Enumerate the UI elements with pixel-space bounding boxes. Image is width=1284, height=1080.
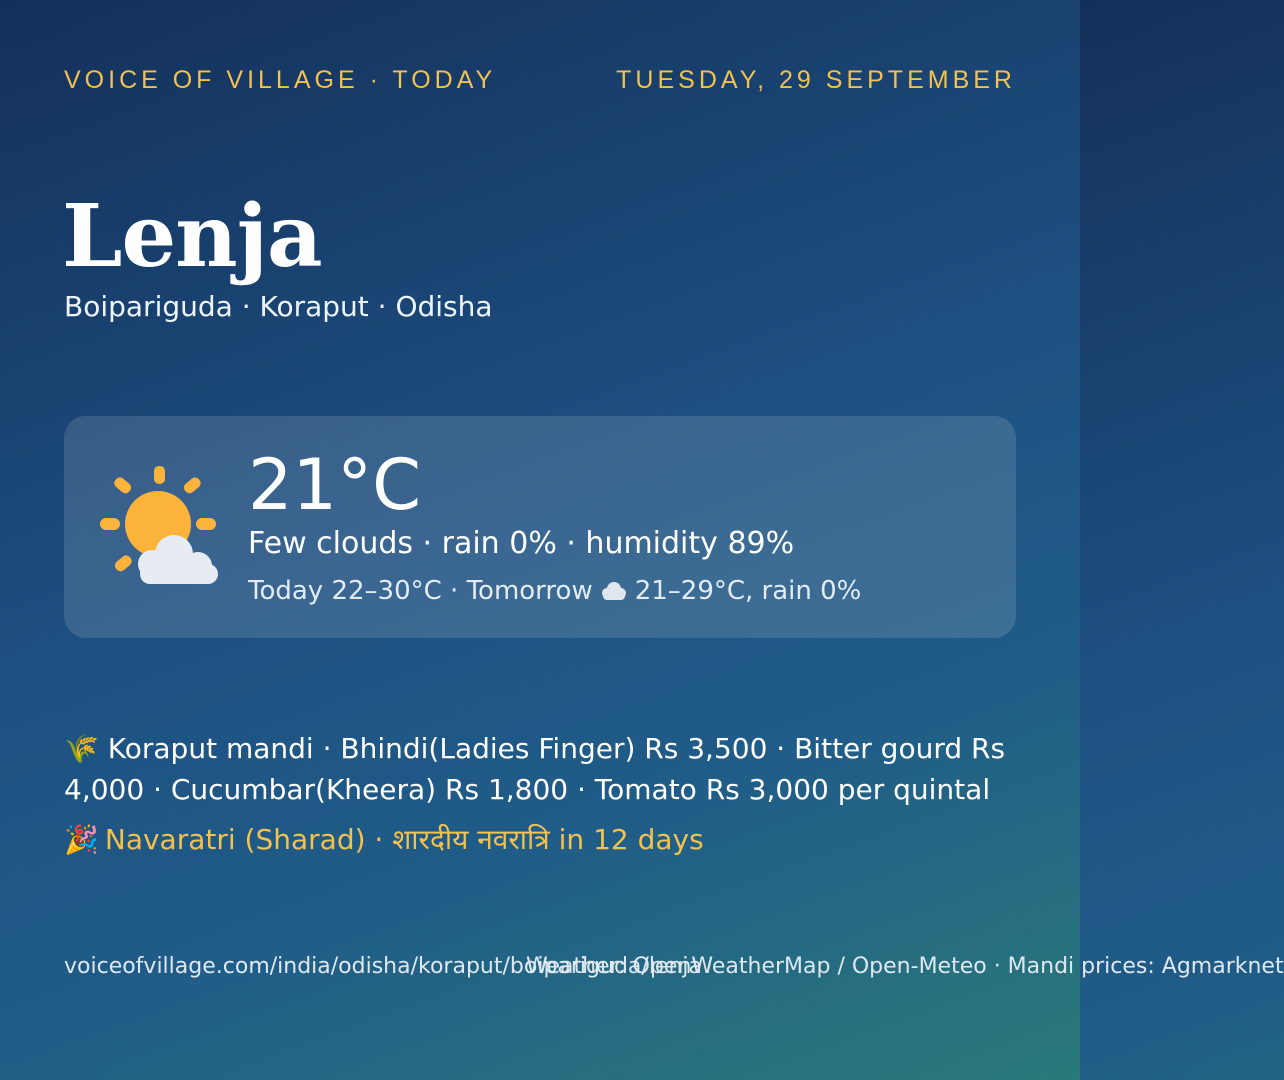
party-popper-icon: 🎉 (64, 822, 99, 856)
rice-sheaf-icon: 🌾 (64, 732, 99, 765)
village-name: Lenja (62, 186, 322, 287)
festival-countdown (64, 820, 704, 858)
footer (64, 954, 1284, 984)
mandi-text: Koraput mandi · Bhindi(Ladies Finger) Rs 3,500 · Bitter gourd Rs 4,000 · Cucumbar(Kheera) Rs 1,800 · Tomato Rs 3,000 per quintal (64, 732, 1006, 806)
location-subtitle: Boipariguda · Koraput · Odisha (64, 290, 493, 323)
forecast-line (248, 576, 861, 606)
brand-label: VOICE OF VILLAGE · TODAY (64, 66, 497, 94)
sun-behind-cloud-icon (98, 464, 228, 594)
weather-conditions: Few clouds · rain 0% · humidity 89% (248, 526, 795, 561)
today-range: Today 22–30°C · Tomorrow (248, 576, 593, 606)
data-source: Weather: OpenWeatherMap / Open-Meteo · Mandi prices: Agmarknet (526, 954, 1284, 979)
header-bar (64, 66, 1016, 95)
current-temperature: 21°C (248, 444, 421, 526)
tomorrow-detail: 21–29°C, rain 0% (634, 576, 862, 606)
festival-text: Navaratri (Sharad) · शारदीय नवरात्रि in 12 days (104, 823, 704, 856)
page-url[interactable]: voiceofvillage.com/india/odisha/koraput/boipariguda/lenja (64, 954, 702, 979)
weather-card (64, 416, 1016, 638)
mandi-prices (64, 728, 1014, 810)
cloud-icon (599, 580, 629, 602)
date-label: TUESDAY, 29 SEPTEMBER (616, 66, 1016, 94)
